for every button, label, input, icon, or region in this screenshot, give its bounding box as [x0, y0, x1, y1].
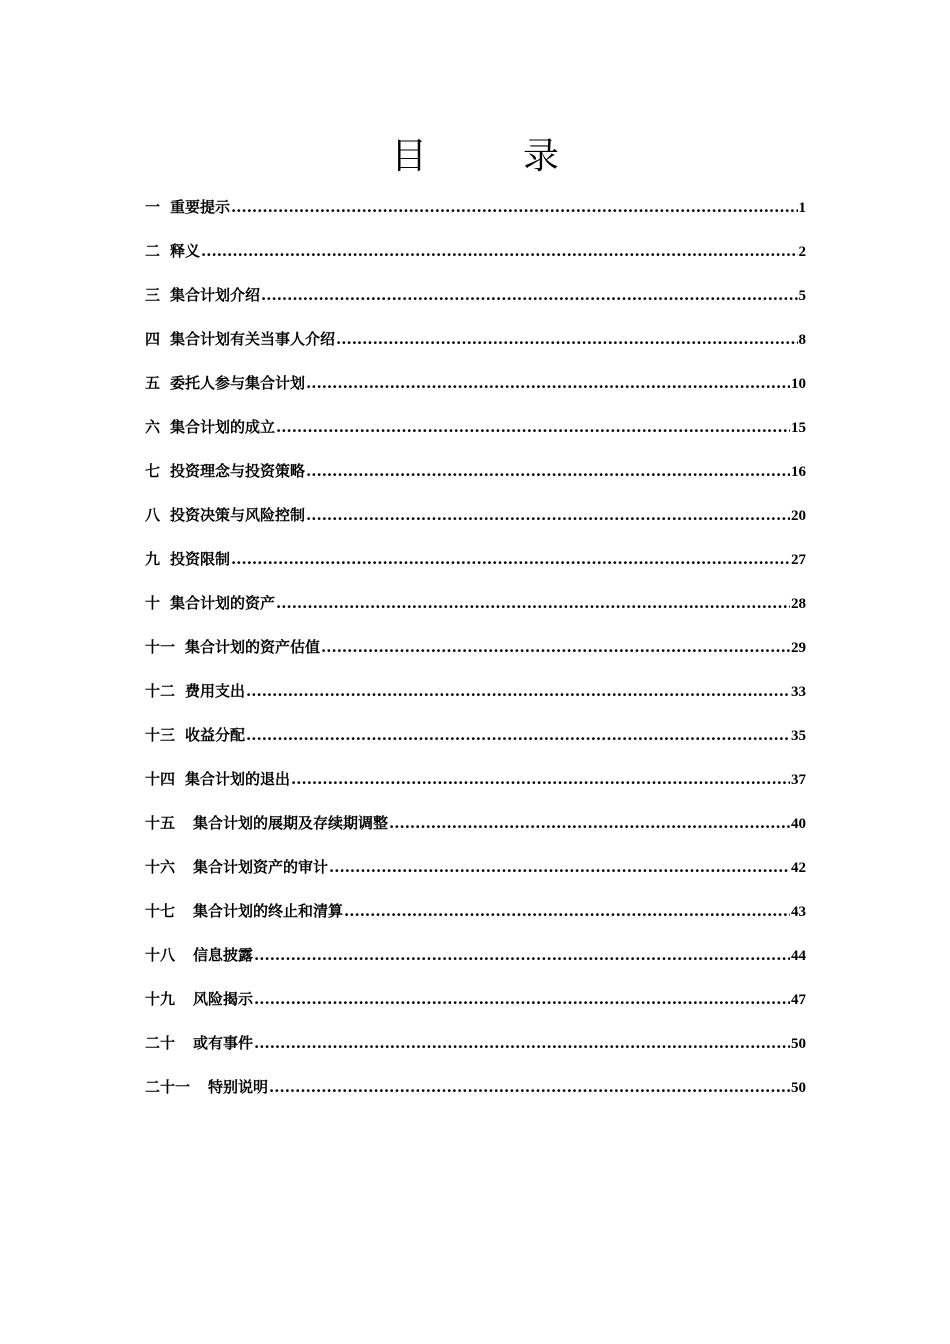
toc-entry[interactable]: [145, 854, 806, 898]
toc-leader-dots: [246, 722, 790, 748]
toc-entry[interactable]: [145, 282, 806, 326]
toc-entry-page: 50: [791, 1080, 806, 1096]
toc-entry-number: 二: [145, 242, 161, 260]
toc-entry-label: 风险揭示: [193, 990, 254, 1008]
toc-leader-dots: [306, 458, 790, 484]
toc-leader-dots: [276, 414, 790, 440]
toc-entry-number: 十八: [145, 946, 176, 964]
toc-entry-label: 投资决策与风险控制: [170, 506, 306, 524]
toc-entry-page: 8: [798, 332, 806, 348]
toc-entry-page: 2: [798, 244, 806, 260]
toc-leader-dots: [261, 282, 797, 308]
toc-entry-page: 42: [791, 860, 806, 876]
toc-entry-number: 十: [145, 594, 161, 612]
toc-entry-number: 四: [145, 330, 161, 348]
toc-leader-dots: [269, 1074, 790, 1100]
toc-entry-page: 16: [791, 464, 806, 480]
toc-entry-page: 29: [791, 640, 806, 656]
toc-entry-page: 35: [791, 728, 806, 744]
toc-leader-dots: [306, 370, 790, 396]
toc-entry[interactable]: [145, 194, 806, 238]
toc-entry-label: 集合计划资产的审计: [193, 858, 329, 876]
toc-entry-label: 集合计划介绍: [170, 286, 261, 304]
toc-entry-number: 一: [145, 198, 161, 216]
toc-entry-number: 十五: [145, 814, 176, 832]
toc-entry-label: 费用支出: [185, 682, 246, 700]
toc-entry[interactable]: [145, 1074, 806, 1118]
toc-entry-page: 10: [791, 376, 806, 392]
toc-entry-label: 集合计划的退出: [185, 770, 291, 788]
toc-entry-label: 集合计划的展期及存续期调整: [193, 814, 389, 832]
toc-entry-number: 十七: [145, 902, 176, 920]
toc-entry-label: 信息披露: [193, 946, 254, 964]
toc-leader-dots: [276, 590, 790, 616]
toc-entry[interactable]: [145, 238, 806, 282]
toc-entry-number: 十一: [145, 638, 176, 656]
toc-entry-number: 十三: [145, 726, 176, 744]
toc-entry[interactable]: [145, 810, 806, 854]
toc-entry-page: 27: [791, 552, 806, 568]
toc-entry-number: 十二: [145, 682, 176, 700]
toc-entry-number: 八: [145, 506, 161, 524]
toc-entry-label: 集合计划有关当事人介绍: [170, 330, 336, 348]
toc-leader-dots: [254, 942, 790, 968]
toc-entry[interactable]: [145, 546, 806, 590]
toc-entry-page: 44: [791, 948, 806, 964]
toc-leader-dots: [201, 238, 797, 264]
toc-entry-number: 十六: [145, 858, 176, 876]
toc-entry[interactable]: [145, 722, 806, 766]
toc-entry[interactable]: [145, 502, 806, 546]
toc-entry-label: 投资限制: [170, 550, 231, 568]
toc-entry-page: 37: [791, 772, 806, 788]
toc-entry-label: 委托人参与集合计划: [170, 374, 306, 392]
toc-entry[interactable]: [145, 326, 806, 370]
toc-leader-dots: [389, 810, 790, 836]
toc-entry-label: 释义: [170, 242, 201, 260]
table-of-contents: [145, 194, 806, 1118]
toc-title: 目 录: [390, 136, 589, 177]
toc-entry-page: 50: [791, 1036, 806, 1052]
toc-leader-dots: [344, 898, 790, 924]
toc-entry-label: 集合计划的资产估值: [185, 638, 321, 656]
toc-entry-number: 十四: [145, 770, 176, 788]
toc-leader-dots: [329, 854, 790, 880]
toc-leader-dots: [231, 546, 790, 572]
toc-entry-label: 投资理念与投资策略: [170, 462, 306, 480]
toc-entry-label: 收益分配: [185, 726, 246, 744]
toc-entry-page: 33: [791, 684, 806, 700]
toc-entry-page: 5: [798, 288, 806, 304]
toc-leader-dots: [231, 194, 797, 220]
toc-leader-dots: [254, 986, 790, 1012]
toc-entry-number: 十九: [145, 990, 176, 1008]
toc-entry-number: 二十: [145, 1034, 176, 1052]
toc-entry-label: 或有事件: [193, 1034, 254, 1052]
toc-entry-page: 1: [798, 200, 806, 216]
toc-entry-number: 二十一: [145, 1078, 191, 1096]
toc-leader-dots: [306, 502, 790, 528]
toc-leader-dots: [321, 634, 790, 660]
toc-leader-dots: [254, 1030, 790, 1056]
toc-entry-label: 集合计划的终止和清算: [193, 902, 344, 920]
toc-leader-dots: [336, 326, 797, 352]
toc-entry-page: 40: [791, 816, 806, 832]
toc-entry-page: 47: [791, 992, 806, 1008]
toc-leader-dots: [246, 678, 790, 704]
toc-entry-number: 三: [145, 286, 161, 304]
toc-entry-page: 15: [791, 420, 806, 436]
toc-entry-number: 七: [145, 462, 161, 480]
toc-entry-page: 28: [791, 596, 806, 612]
toc-entry[interactable]: [145, 986, 806, 1030]
toc-entry[interactable]: [145, 766, 806, 810]
toc-entry-number: 九: [145, 550, 161, 568]
toc-entry-page: 20: [791, 508, 806, 524]
toc-entry[interactable]: [145, 898, 806, 942]
toc-entry-label: 重要提示: [170, 198, 231, 216]
toc-entry-page: 43: [791, 904, 806, 920]
toc-entry[interactable]: [145, 414, 806, 458]
toc-entry[interactable]: [145, 1030, 806, 1074]
toc-entry-label: 特别说明: [208, 1078, 269, 1096]
toc-entry-label: 集合计划的资产: [170, 594, 276, 612]
toc-entry-label: 集合计划的成立: [170, 418, 276, 436]
toc-entry[interactable]: [145, 370, 806, 414]
toc-entry-number: 五: [145, 374, 161, 392]
toc-entry[interactable]: [145, 942, 806, 986]
toc-leader-dots: [291, 766, 790, 792]
toc-entry[interactable]: [145, 634, 806, 678]
toc-entry[interactable]: [145, 678, 806, 722]
toc-entry-number: 六: [145, 418, 161, 436]
toc-entry[interactable]: [145, 590, 806, 634]
toc-entry[interactable]: [145, 458, 806, 502]
